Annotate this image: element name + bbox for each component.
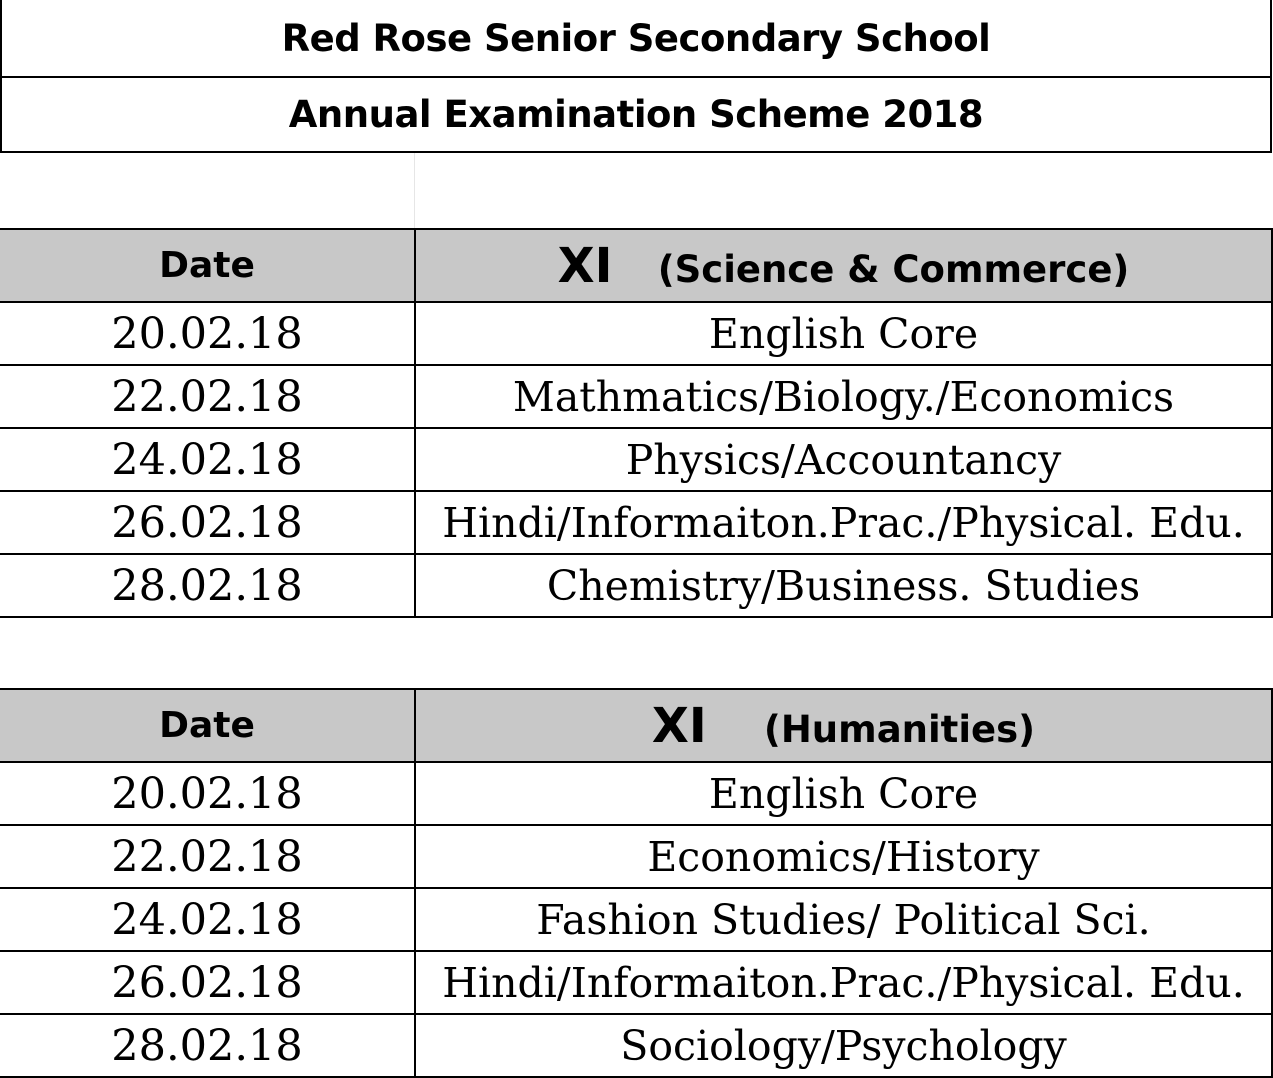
- spacer-divider: [414, 153, 415, 229]
- exam-date: 26.02.18: [0, 491, 415, 554]
- exam-subject: Hindi/Informaiton.Prac./Physical. Edu.: [415, 491, 1272, 554]
- exam-subject: Physics/Accountancy: [415, 428, 1272, 491]
- table-row: [0, 302, 1272, 365]
- date-column-header: Date: [0, 689, 415, 762]
- stream-label: (Science & Commerce): [657, 247, 1130, 291]
- exam-subject: Chemistry/Business. Studies: [415, 554, 1272, 617]
- table-row: [0, 825, 1272, 888]
- class-label: XI: [557, 237, 613, 294]
- class-column-header: [415, 689, 1272, 762]
- exam-date: 28.02.18: [0, 1014, 415, 1077]
- school-name: Red Rose Senior Secondary School: [0, 0, 1272, 78]
- table-row: [0, 762, 1272, 825]
- exam-date: 22.02.18: [0, 825, 415, 888]
- schedule-table-science-commerce: [0, 228, 1273, 618]
- exam-date: 26.02.18: [0, 951, 415, 1014]
- exam-title: Annual Examination Scheme 2018: [0, 76, 1272, 153]
- exam-subject: Sociology/Psychology: [415, 1014, 1272, 1077]
- exam-subject: Economics/History: [415, 825, 1272, 888]
- table-row: [0, 365, 1272, 428]
- table-header-row: [0, 229, 1272, 302]
- stream-label: (Humanities): [763, 707, 1036, 751]
- schedule-table-humanities: [0, 688, 1273, 1078]
- table-row: [0, 491, 1272, 554]
- table-row: [0, 1014, 1272, 1077]
- class-column-header: [415, 229, 1272, 302]
- exam-date: 24.02.18: [0, 888, 415, 951]
- exam-subject: English Core: [415, 762, 1272, 825]
- class-label: XI: [651, 697, 707, 754]
- exam-date: 20.02.18: [0, 302, 415, 365]
- table-row: [0, 951, 1272, 1014]
- table-row: [0, 888, 1272, 951]
- exam-subject: Mathmatics/Biology./Economics: [415, 365, 1272, 428]
- exam-subject: Hindi/Informaiton.Prac./Physical. Edu.: [415, 951, 1272, 1014]
- date-column-header: Date: [0, 229, 415, 302]
- exam-subject: English Core: [415, 302, 1272, 365]
- exam-date: 28.02.18: [0, 554, 415, 617]
- table-row: [0, 554, 1272, 617]
- exam-date: 20.02.18: [0, 762, 415, 825]
- table-row: [0, 428, 1272, 491]
- table-header-row: [0, 689, 1272, 762]
- exam-date: 22.02.18: [0, 365, 415, 428]
- exam-subject: Fashion Studies/ Political Sci.: [415, 888, 1272, 951]
- exam-date: 24.02.18: [0, 428, 415, 491]
